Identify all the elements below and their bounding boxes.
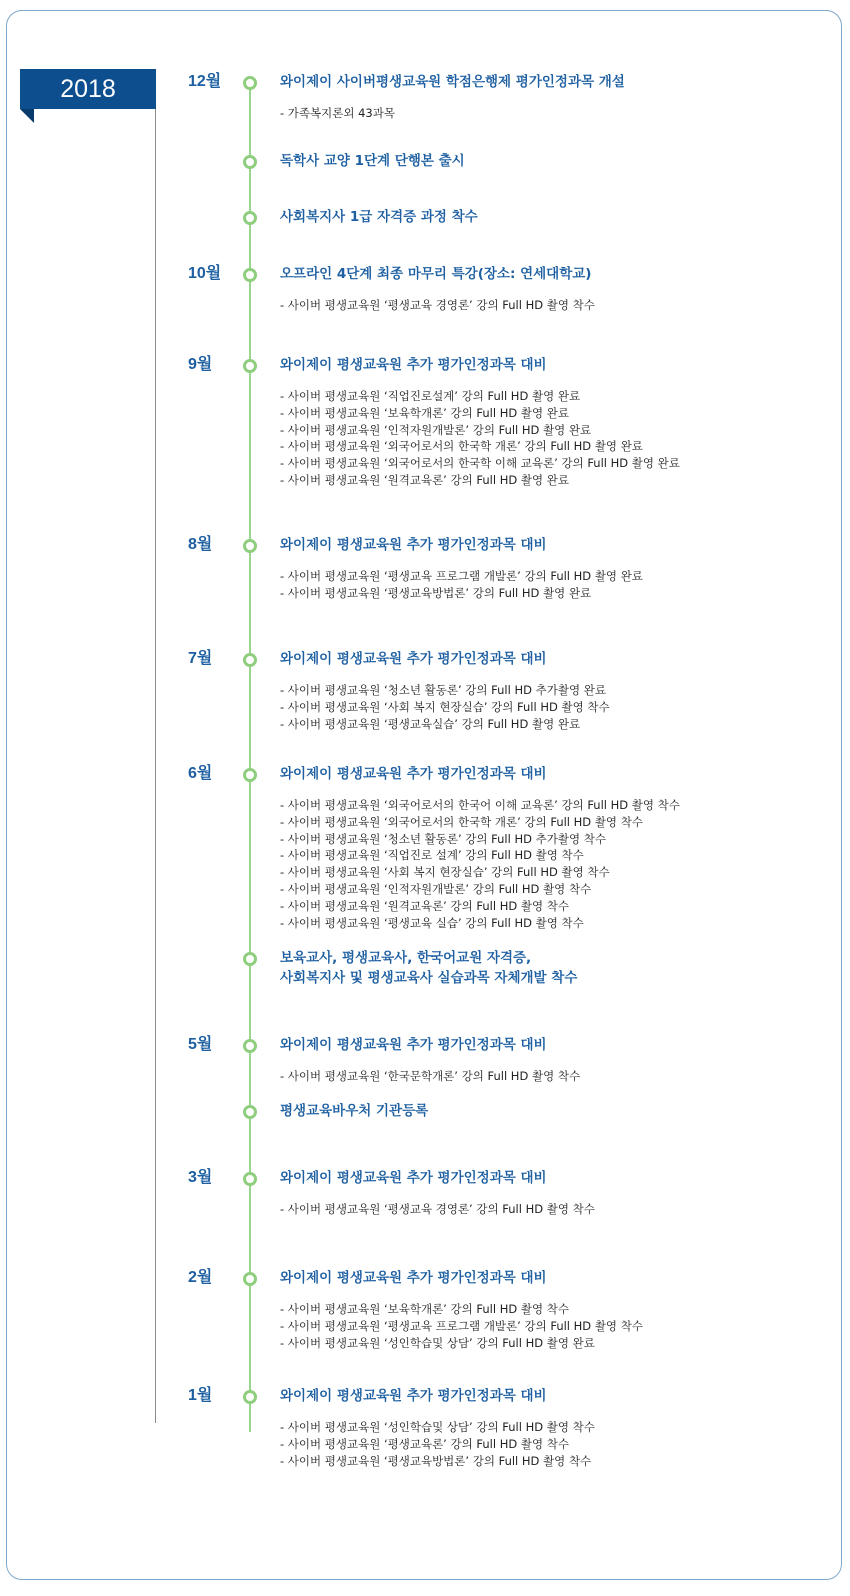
timeline-dot [243,1172,257,1186]
event-detail: - 사이버 평생교육원 ‘평생교육론’ 강의 Full HD 촬영 착수 [280,1436,569,1451]
event-heading: 평생교육바우처 기관등록 [280,1103,429,1119]
month-label: 12월 [188,73,222,90]
event-detail: - 사이버 평생교육원 ‘평생교육 실습’ 강의 Full HD 촬영 착수 [280,915,584,930]
timeline-dot [243,1039,257,1053]
event-heading: 와이제이 평생교육원 추가 평가인정과목 대비 [280,1388,547,1404]
month-label: 10월 [188,265,222,282]
event-detail: - 사이버 평생교육원 ‘사회 복지 현장실습’ 강의 Full HD 촬영 착수 [280,865,610,880]
month-label: 6월 [188,765,213,782]
event-detail: - 사이버 평생교육원 ‘인적자원개발론’ 강의 Full HD 촬영 완료 [280,422,592,437]
event-detail: - 사이버 평생교육원 ‘평생교육 경영론’ 강의 Full HD 촬영 착수 [280,1202,595,1216]
timeline-dot [243,155,257,169]
event-heading: 와이제이 평생교육원 추가 평가인정과목 대비 [280,766,547,782]
event-detail: - 사이버 평생교육원 ‘평생교육방법론’ 강의 Full HD 촬영 완료 [280,585,592,600]
timeline-dot [243,359,257,373]
event-detail: - 사이버 평생교육원 ‘직업진로 설계’ 강의 Full HD 촬영 착수 [280,848,584,863]
event-heading: 와이제이 평생교육원 추가 평가인정과목 대비 [280,1037,547,1053]
event-detail: - 사이버 평생교육원 ‘평생교육 프로그램 개발론’ 강의 Full HD 촬영 착수 [280,1318,643,1333]
timeline-dot [243,211,257,225]
timeline-dot [243,1105,257,1119]
event-heading: 오프라인 4단계 최종 마무리 특강(장소: 연세대학교) [280,266,592,282]
event-detail: - 사이버 평생교육원 ‘외국어로서의 한국학 개론’ 강의 Full HD 촬영 착수 [280,814,643,829]
event-detail: - 사이버 평생교육원 ‘평생교육실습’ 강의 Full HD 촬영 완료 [280,716,581,731]
event-detail: - 사이버 평생교육원 ‘원격교육론’ 강의 Full HD 촬영 완료 [280,473,569,487]
month-label: 5월 [188,1036,213,1053]
event-detail: - 사이버 평생교육원 ‘보육학개론’ 강의 Full HD 촬영 완료 [280,405,569,420]
event-detail: - 사이버 평생교육원 ‘한국문학개론’ 강의 Full HD 촬영 착수 [280,1069,581,1083]
event-detail: - 사이버 평생교육원 ‘평생교육 경영론’ 강의 Full HD 촬영 착수 [280,298,595,312]
year-label: 2018 [20,69,156,109]
timeline-dot [243,1272,257,1286]
event-detail: - 사이버 평생교육원 ‘인적자원개발론’ 강의 Full HD 촬영 착수 [280,882,592,896]
timeline-dot [243,1390,257,1404]
event-detail: - 사이버 평생교육원 ‘성인학습및 상담’ 강의 Full HD 촬영 착수 [280,1420,595,1434]
timeline-dot [243,653,257,667]
event-detail: - 사이버 평생교육원 ‘직업진로설계’ 강의 Full HD 촬영 완료 [280,389,581,403]
event-heading: 와이제이 평생교육원 추가 평가인정과목 대비 [280,537,547,553]
event-detail: - 사이버 평생교육원 ‘평생교육방법론’ 강의 Full HD 촬영 착수 [280,1453,592,1468]
event-heading: 독학사 교양 1단계 단행본 출시 [280,153,465,169]
timeline-dot [243,952,257,966]
event-heading: 와이제이 평생교육원 추가 평가인정과목 대비 [280,1270,547,1286]
month-label: 3월 [188,1169,213,1186]
event-heading: 와이제이 평생교육원 추가 평가인정과목 대비 [280,357,547,373]
event-detail: - 사이버 평생교육원 ‘외국어로서의 한국어 이해 교육론’ 강의 Full HD 촬영 착수 [280,798,680,812]
timeline-line [249,82,251,1432]
year-label-fold [20,109,34,123]
event-heading: 와이제이 사이버평생교육원 학점은행제 평가인정과목 개설 [280,74,625,90]
event-heading: 와이제이 평생교육원 추가 평가인정과목 대비 [280,1170,547,1186]
event-detail: - 사이버 평생교육원 ‘원격교육론’ 강의 Full HD 촬영 착수 [280,898,569,913]
month-label: 9월 [188,356,213,373]
event-heading: 사회복지사 및 평생교육사 실습과목 자체개발 착수 [280,970,578,986]
month-label: 1월 [188,1387,213,1404]
timeline-dot [243,76,257,90]
event-detail: - 사이버 평생교육원 ‘외국어로서의 한국학 개론’ 강의 Full HD 촬영 완료 [280,439,643,454]
month-label: 2월 [188,1269,213,1286]
event-detail: - 사이버 평생교육원 ‘청소년 활동론’ 강의 Full HD 추가촬영 완료 [280,683,606,697]
timeline-dot [243,539,257,553]
year-divider-line [155,109,156,1423]
event-detail: - 사이버 평생교육원 ‘사회 복지 현장실습’ 강의 Full HD 촬영 착수 [280,699,610,714]
event-detail: - 사이버 평생교육원 ‘청소년 활동론’ 강의 Full HD 추가촬영 착수 [280,831,606,846]
event-heading: 사회복지사 1급 자격증 과정 착수 [280,209,478,225]
event-heading: 와이제이 평생교육원 추가 평가인정과목 대비 [280,651,547,667]
event-detail: - 가족복지론외 43과목 [280,106,395,120]
timeline-dot [243,268,257,282]
month-label: 7월 [188,650,213,667]
event-detail: - 사이버 평생교육원 ‘평생교육 프로그램 개발론’ 강의 Full HD 촬영 완료 [280,569,643,583]
timeline-dot [243,768,257,782]
event-heading: 보육교사, 평생교육사, 한국어교원 자격증, [280,950,532,966]
event-detail: - 사이버 평생교육원 ‘성인학습및 상담’ 강의 Full HD 촬영 완료 [280,1335,595,1350]
event-detail: - 사이버 평생교육원 ‘보육학개론’ 강의 Full HD 촬영 착수 [280,1302,569,1316]
month-label: 8월 [188,536,213,553]
event-detail: - 사이버 평생교육원 ‘외국어로서의 한국학 이해 교육론’ 강의 Full HD 촬영 완료 [280,456,680,471]
